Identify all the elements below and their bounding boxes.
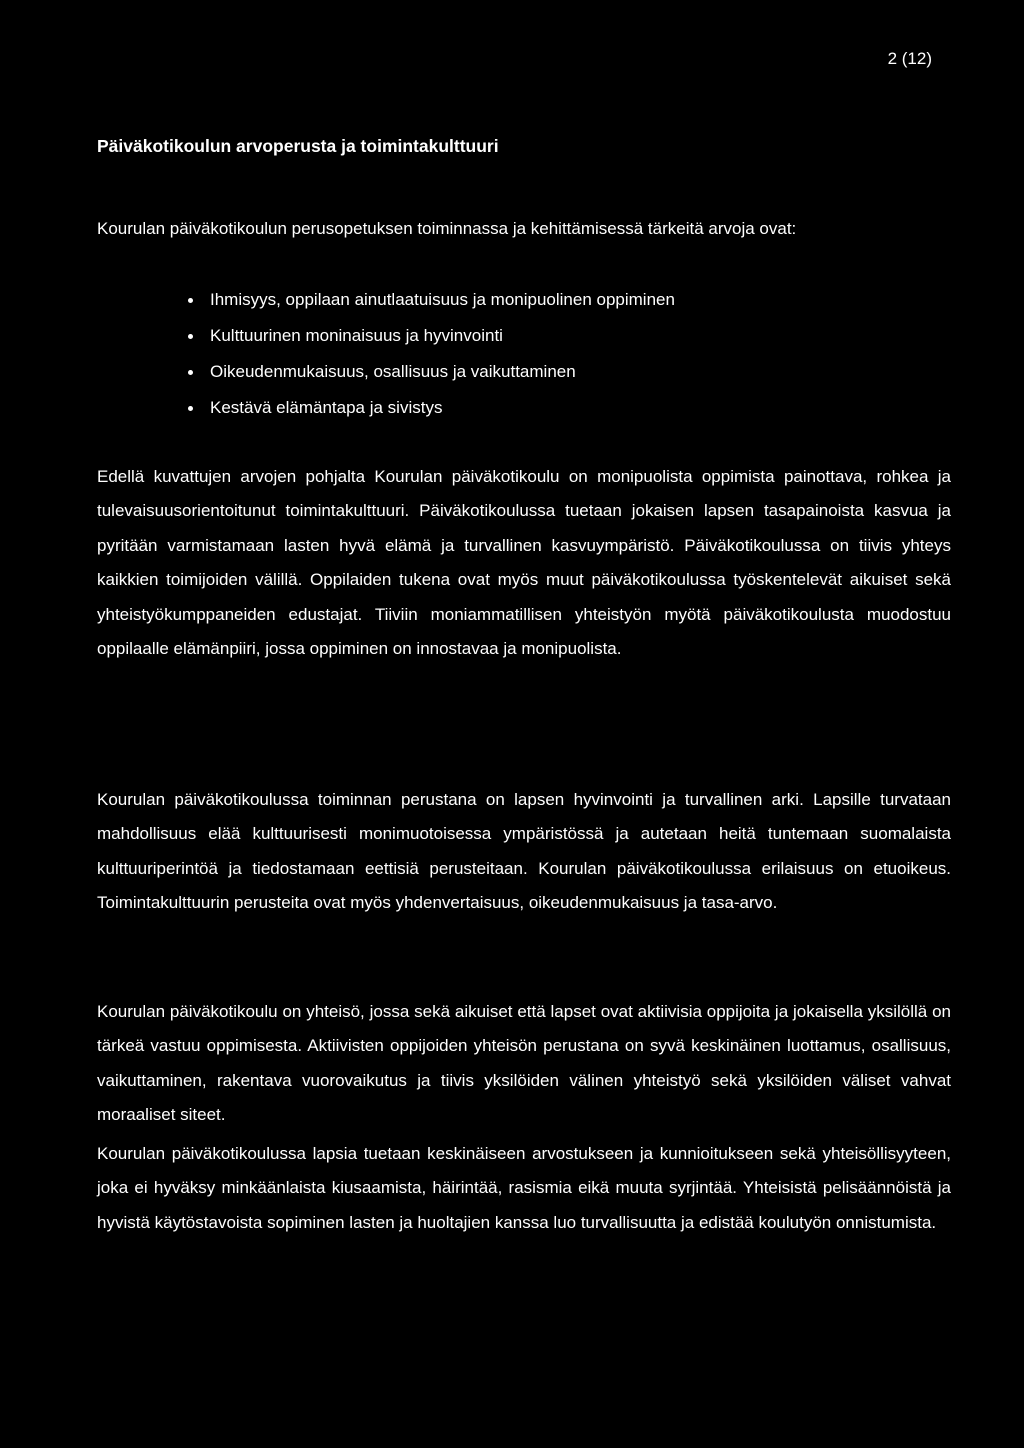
bullet-icon (188, 334, 193, 339)
section-heading: Päiväkotikoulun arvoperusta ja toimintakulttuuri (97, 136, 499, 156)
page-number: 2 (12) (887, 49, 932, 68)
paragraph: Kourulan päiväkotikoulussa lapsia tuetaan keskinäiseen arvostukseen ja kunnioitukseen sekä yhteisöllisyyteen, joka ei hyväksy minkäänlaista kiusaamista, häirintää, rasismia eikä muuta syrjintää. Yhteisistä pelisäännöistä ja hyvistä käytöstavoista sopiminen lasten ja huoltajien kanssa luo turvallisuutta ja edistää koulutyön onnistumista. (97, 1144, 951, 1232)
paragraph: Kourulan päiväkotikoulussa toiminnan perustana on lapsen hyvinvointi ja turvallinen arki. Lapsille turvataan mahdollisuus elää kulttuurisesti monimuotoisessa ympäristössä ja autetaan heitä tuntemaan suomalaista kulttuuriperintöä ja tiedostamaan eettisiä perusteitaan. Kourulan päiväkotikoulussa erilaisuus on etuoikeus. Toimintakulttuurin perusteita ovat myös yhdenvertaisuus, oikeudenmukaisuus ja tasa-arvo. (97, 790, 951, 913)
bullet-icon (188, 406, 193, 411)
values-list (186, 288, 675, 432)
list-item (186, 360, 675, 396)
list-item (186, 288, 675, 324)
bullet-icon (188, 370, 193, 375)
paragraph: Edellä kuvattujen arvojen pohjalta Kourulan päiväkotikoulu on monipuolista oppimista painottava, rohkea ja tulevaisuusorientoitunut toimintakulttuuri. Päiväkotikoulussa tuetaan jokaisen lapsen tasapainoista kasvua ja pyritään varmistamaan lasten hyvä elämä ja turvallinen kasvuympäristö. Päiväkotikoulussa on tiivis yhteys kaikkien toimijoiden välillä. Oppilaiden tukena ovat myös muut päiväkotikoulussa työskentelevät aikuiset sekä yhteistyökumppaneiden edustajat. Tiiviin moniammatillisen yhteistyön myötä päiväkotikoulusta muodostuu oppilaalle elämänpiiri, jossa oppiminen on innostavaa ja monipuolista. (97, 467, 951, 659)
list-item-text: Ihmisyys, oppilaan ainutlaatuisuus ja monipuolinen oppiminen (210, 290, 675, 309)
list-item-text: Kulttuurinen moninaisuus ja hyvinvointi (210, 326, 503, 345)
list-item-text: Kestävä elämäntapa ja sivistys (210, 398, 443, 417)
list-item (186, 396, 675, 432)
list-item (186, 324, 675, 360)
list-item-text: Oikeudenmukaisuus, osallisuus ja vaikuttaminen (210, 362, 576, 381)
paragraph: Kourulan päiväkotikoulu on yhteisö, jossa sekä aikuiset että lapset ovat aktiivisia oppijoita ja jokaisella yksilöllä on tärkeä vastuu oppimisesta. Aktiivisten oppijoiden yhteisön perustana on syvä keskinäinen luottamus, osallisuus, vaikuttaminen, rakentava vuorovaikutus ja tiivis yksilöiden välinen yhteistyö sekä yksilöiden väliset vahvat moraaliset siteet. (97, 1002, 951, 1125)
bullet-icon (188, 298, 193, 303)
intro-text: Kourulan päiväkotikoulun perusopetuksen toiminnassa ja kehittämisessä tärkeitä arvoja ovat: (97, 219, 797, 238)
